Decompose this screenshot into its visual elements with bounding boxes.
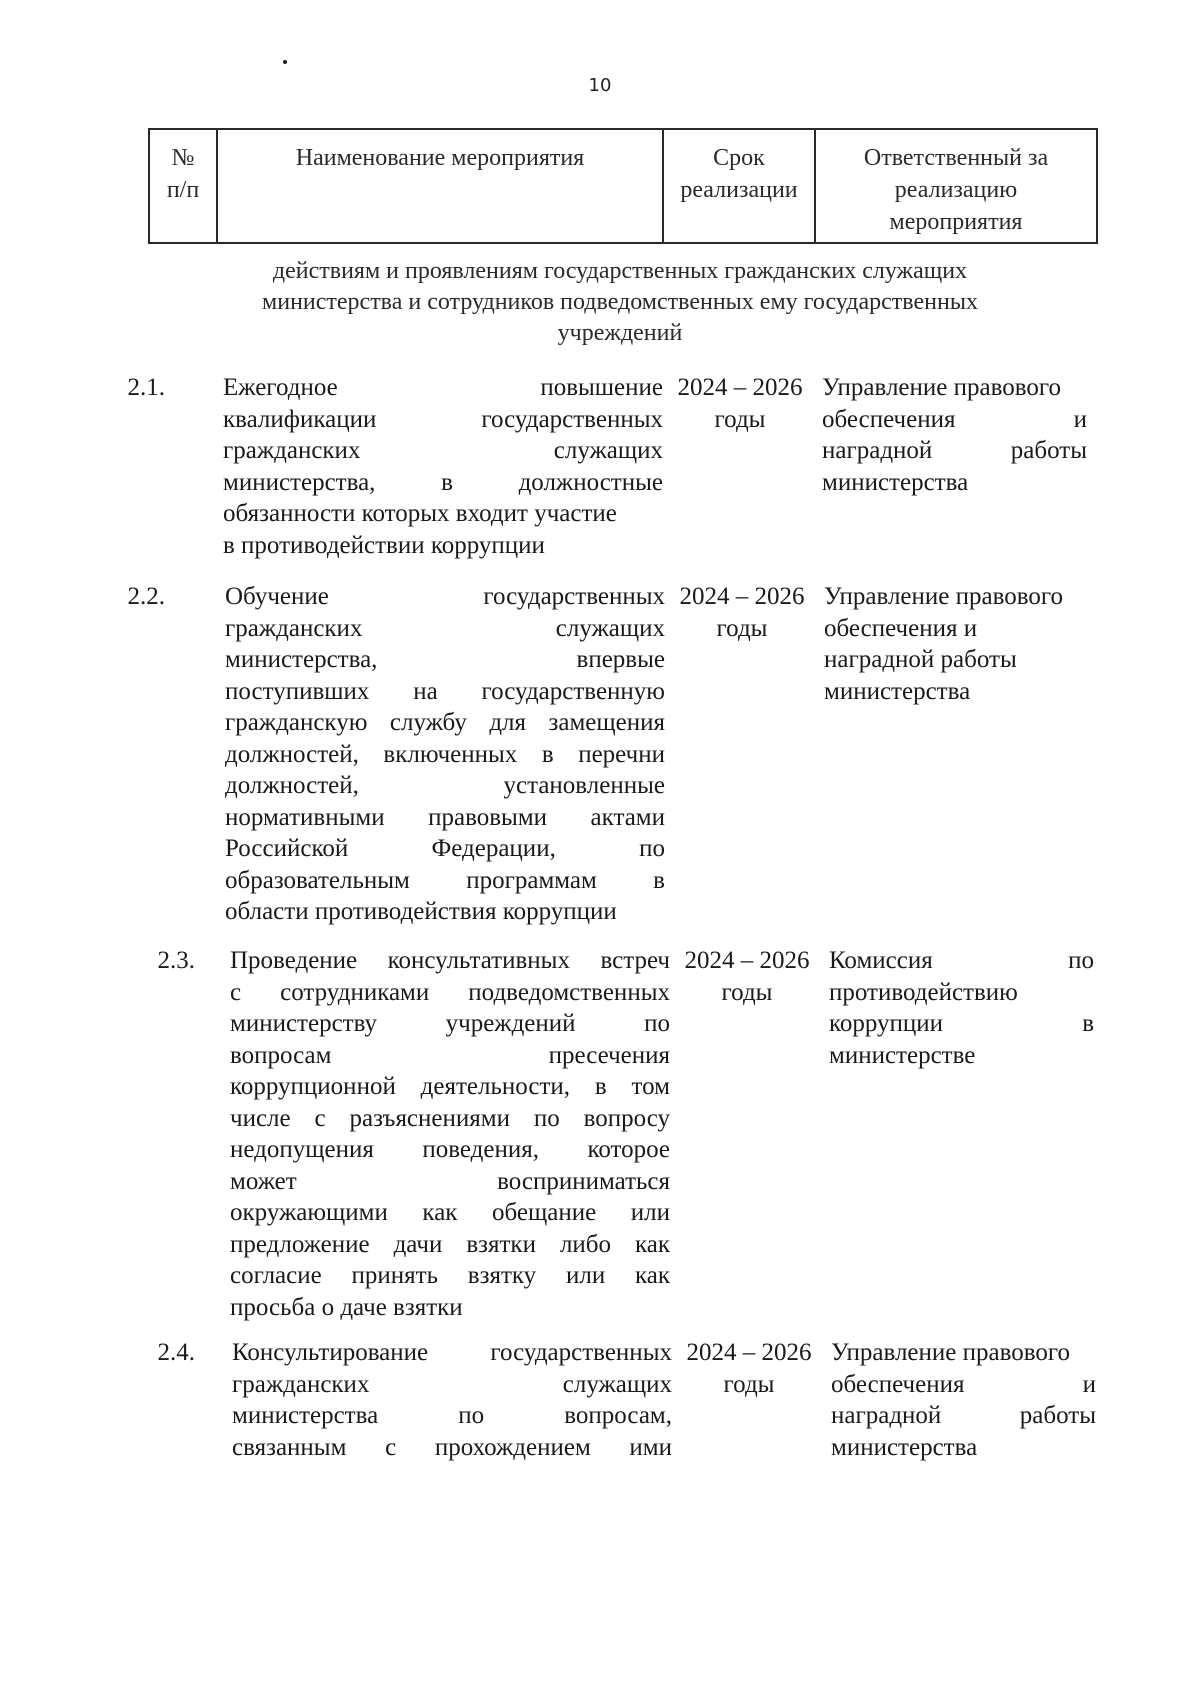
row-term: 2024 – 2026 годы <box>686 1339 812 1398</box>
row-responsible: Управление правового обеспечения и наградной работы министерства <box>831 1339 1096 1461</box>
table-header <box>148 128 1098 244</box>
row-activity-name: Обучение государственных гражданских служащих министерства, впервые поступивших на государственную гражданскую службу для замещения должностей, включенных в перечни должностей, установленные нормативными правовыми актами Российской Федерации, по образовательным программам в области противодействия коррупции <box>225 583 665 925</box>
row-responsible: Управление правового обеспечения и наградной работы министерства <box>822 374 1087 496</box>
row-number: 2.4. <box>157 1339 195 1366</box>
page-number: 10 <box>588 75 612 96</box>
section-caption: действиям и проявлениям государственных гражданских служащих министерства и сотрудников подведомственных ему государственных учреждений <box>262 258 978 346</box>
header-col-responsible: Ответственный за реализацию мероприятия <box>863 145 1049 235</box>
row-term: 2024 – 2026 годы <box>679 583 805 642</box>
row-activity-name: Ежегодное повышение квалификации государственных гражданских служащих министерства, в должностные обязанности которых входит участие в противодействии коррупции <box>223 374 663 559</box>
row-term: 2024 – 2026 годы <box>684 947 810 1006</box>
row-number: 2.2. <box>127 583 165 610</box>
row-activity-name: Проведение консультативных встреч с сотрудниками подведомственных министерству учреждений по вопросам пресечения коррупционной деятельности, в том числе с разъяснениями по вопросу недопущения поведения, которое может восприниматься окружающими как обещание или предложение дачи взятки либо как согласие принять взятку или как просьба о даче взятки <box>230 947 670 1321</box>
row-term: 2024 – 2026 годы <box>677 374 803 433</box>
row-responsible: Управление правового обеспечения и наградной работы министерства <box>824 583 1064 705</box>
row-activity-name: Консультирование государственных гражданских служащих министерства по вопросам, связанным с прохождением ими <box>232 1339 672 1461</box>
header-col-name: Наименование мероприятия <box>218 130 664 242</box>
header-col-term: Срок реализации <box>664 130 816 242</box>
row-number: 2.1. <box>127 374 165 401</box>
row-responsible: Комиссия по противодействию коррупции в министерстве <box>829 947 1094 1069</box>
header-col-number: № п/п <box>150 130 218 242</box>
scan-dot <box>283 60 287 64</box>
row-number: 2.3. <box>157 947 195 974</box>
